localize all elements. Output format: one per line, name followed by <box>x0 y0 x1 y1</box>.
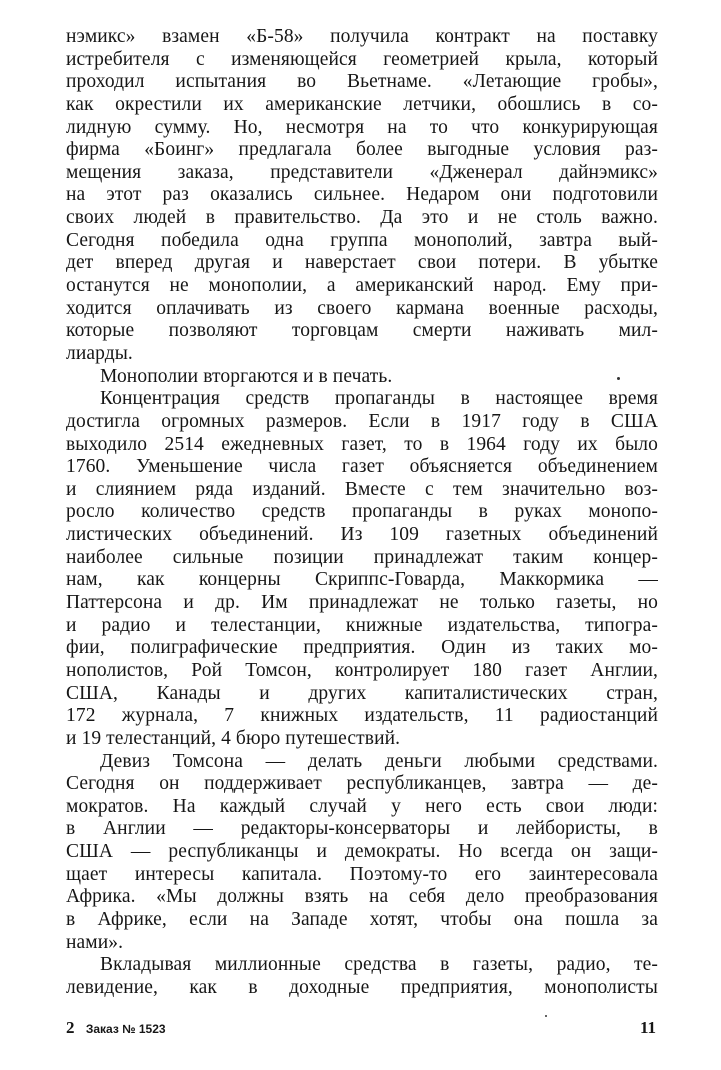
text-line: нами». <box>66 931 124 953</box>
text-line: мещения заказа, представители «Дженерал дайнэмикс» <box>66 161 658 183</box>
print-speck <box>617 377 620 380</box>
text-line: нополистов, Рой Томсон, контролирует 180 газет Англии, <box>66 659 658 681</box>
paragraph <box>66 388 658 750</box>
text-line: наиболее сильные позиции принадлежат таким концер- <box>66 546 658 568</box>
text-line: фирма «Боинг» предлагала более выгодные условия раз- <box>66 139 658 161</box>
text-line: проходил испытания во Вьетнаме. «Летающие гробы», <box>66 71 658 93</box>
text-line: Сегодня победила одна группа монополий, завтра вый- <box>66 229 658 251</box>
text-line: США, Канады и других капиталистических стран, <box>66 682 658 704</box>
text-line: как окрестили их американские летчики, обошлись в со- <box>66 93 658 115</box>
text-line: в Африке, если на Западе хотят, чтобы она пошла за <box>66 908 658 930</box>
page-text <box>66 26 658 1000</box>
text-line: Сегодня он поддерживает республиканцев, завтра — де- <box>66 773 658 795</box>
order-label: Заказ № 1523 <box>85 1022 166 1036</box>
text-line: на этот раз оказались сильнее. Недаром они подготовили <box>66 184 658 206</box>
signature-number: 2 <box>66 1018 75 1037</box>
text-line: останутся не монополии, а американский народ. Ему при- <box>66 275 658 297</box>
text-line: дет вперед другая и наверстает свои потери. В убытке <box>66 252 658 274</box>
text-line: достигла огромных размеров. Если в 1917 году в США <box>66 410 658 432</box>
text-line: лидную сумму. Но, несмотря на то что конкурирующая <box>66 116 658 138</box>
text-line: листических объединений. Из 109 газетных объединений <box>66 524 658 546</box>
paragraph <box>66 751 658 955</box>
text-line: лиарды. <box>66 342 133 364</box>
text-line: Вкладывая миллионные средства в газеты, радио, те- <box>100 954 658 976</box>
text-line: нам, как концерны Скриппс-Говарда, Маккормика — <box>66 569 658 591</box>
text-line: и 19 телестанций, 4 бюро путешествий. <box>66 727 401 749</box>
text-line: Концентрация средств пропаганды в настоящее время <box>100 388 658 410</box>
page-footer <box>66 1017 656 1041</box>
text-line: Монополии вторгаются и в печать. <box>100 365 393 387</box>
text-line: Девиз Томсона — делать деньги любыми средствами. <box>100 750 658 772</box>
text-line: нэмикс» взамен «Б-58» получила контракт на поставку <box>66 26 658 47</box>
text-line: росло количество средств пропаганды в руках монопо- <box>66 501 658 523</box>
text-line: ходится оплачивать из своего кармана военные расходы, <box>66 297 658 319</box>
text-line: своих людей в правительство. Да это и не столь важно. <box>66 207 658 229</box>
text-line: 172 журнала, 7 книжных издательств, 11 радиостанций <box>66 705 658 727</box>
text-line: в Англии — редакторы-консерваторы и лейбористы, в <box>66 818 658 840</box>
paragraph <box>66 954 658 999</box>
text-line: щает интересы капитала. Поэтому-то его заинтересовала <box>66 863 658 885</box>
paragraph <box>66 366 658 389</box>
text-line: и радио и телестанции, книжные издательства, типогра- <box>66 614 658 636</box>
text-line: Паттерсона и др. Им принадлежат не только газеты, но <box>66 592 658 614</box>
printer-signature <box>66 1017 166 1040</box>
text-line: и слиянием ряда изданий. Вместе с тем значительно воз- <box>66 478 658 500</box>
text-line: которые позволяют торговцам смерти наживать мил- <box>66 320 658 342</box>
text-line: выходило 2514 ежедневных газет, то в 1964 году их было <box>66 433 658 455</box>
text-line: Африка. «Мы должны взять на себя дело преобразования <box>66 886 658 908</box>
text-line: 1760. Уменьшение числа газет объясняется объединением <box>66 456 658 478</box>
text-line: США — республиканцы и демократы. Но всегда он защи- <box>66 841 658 863</box>
text-line: фии, полиграфические предприятия. Один из таких мо- <box>66 637 658 659</box>
text-line: истребителя с изменяющейся геометрией крыла, который <box>66 48 658 70</box>
paragraph-continuation <box>66 26 658 366</box>
page-number: 11 <box>639 1018 656 1037</box>
text-line: мократов. На каждый случай у него есть свои люди: <box>66 795 658 817</box>
text-line: левидение, как в доходные предприятия, монополисты <box>66 976 658 998</box>
